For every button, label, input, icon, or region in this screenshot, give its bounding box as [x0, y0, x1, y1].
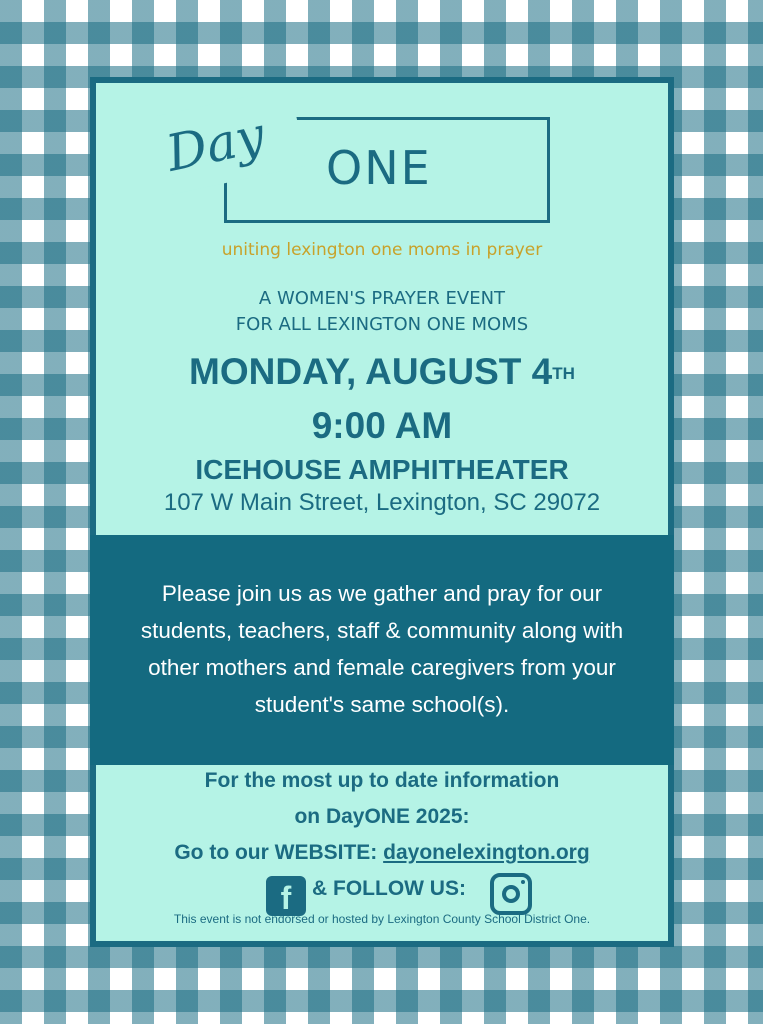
event-date-text: MONDAY, AUGUST 4: [189, 351, 553, 392]
invitation-line: students, teachers, staff & community along with: [140, 618, 624, 643]
event-date-suffix: TH: [552, 364, 575, 383]
event-date: [96, 351, 668, 393]
event-time: 9:00 AM: [311, 405, 453, 446]
info-line2: on DayONE 2025:: [294, 805, 470, 828]
instagram-dot: [521, 880, 525, 884]
website-line: [96, 841, 668, 865]
disclaimer: This event is not endorsed or hosted by Lexington County School District One.: [173, 912, 591, 926]
website-link[interactable]: dayonelexington.org: [383, 841, 590, 864]
info-panel: [96, 765, 668, 941]
event-address: 107 W Main Street, Lexington, SC 29072: [163, 489, 601, 516]
event-title-line2: FOR ALL LEXINGTON ONE MOMS: [235, 314, 529, 335]
invitation-line: other mothers and female caregivers from your: [148, 655, 616, 680]
invitation-text: [110, 575, 654, 723]
info-line1: For the most up to date information: [204, 769, 560, 792]
invitation-panel: [90, 535, 674, 765]
follow-us-text: & FOLLOW US:: [312, 877, 466, 900]
instagram-icon[interactable]: [490, 873, 532, 915]
facebook-icon[interactable]: f: [266, 876, 306, 916]
website-prefix: Go to our WEBSITE:: [174, 841, 384, 864]
invitation-line: Please join us as we gather and pray for our: [161, 581, 603, 606]
tagline: uniting lexington one moms in prayer: [221, 240, 543, 260]
instagram-lens: [502, 885, 520, 903]
event-title-line1: A WOMEN'S PRAYER EVENT: [258, 288, 506, 309]
flyer: [90, 77, 674, 947]
invitation-line: student's same school(s).: [254, 692, 510, 717]
logo-one-text: ONE: [326, 141, 432, 195]
event-venue: ICEHOUSE AMPHITHEATER: [195, 454, 569, 485]
logo-day-text: Day: [155, 88, 307, 195]
event-details-panel: [96, 83, 668, 535]
